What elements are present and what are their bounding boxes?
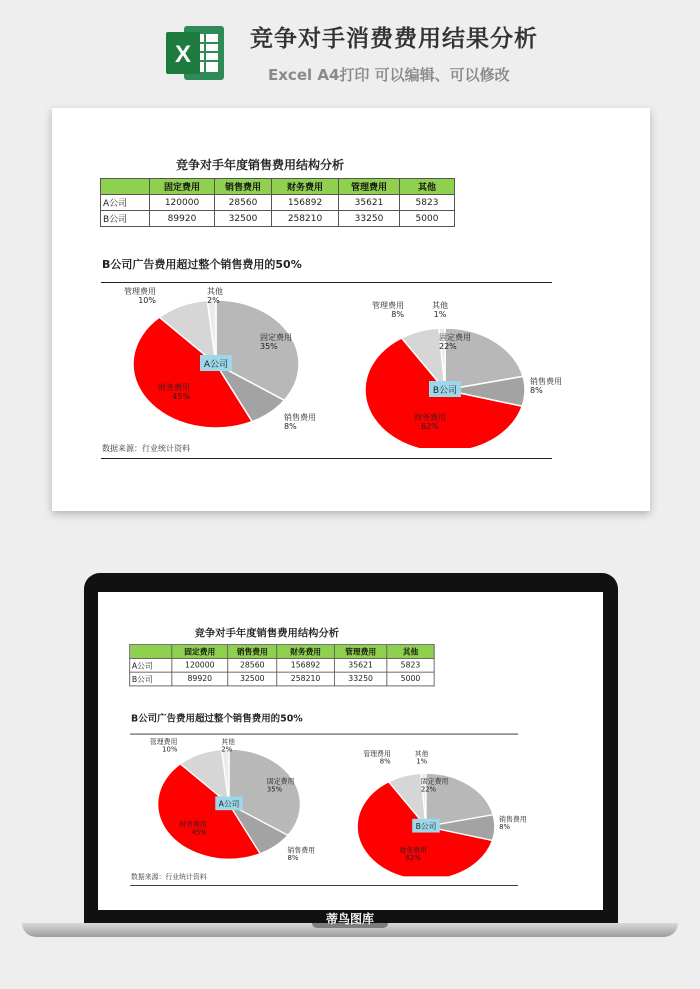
table-header-cell: 管理费用 <box>334 645 386 659</box>
table-cell: 89920 <box>150 211 215 227</box>
table-header-cell: 销售费用 <box>228 645 277 659</box>
table-cell: 35621 <box>339 195 400 211</box>
pie-charts <box>98 592 602 876</box>
brand-watermark: 蒂鸟图库 <box>325 912 374 926</box>
sheet-content <box>52 108 650 511</box>
pie-category-label: 固定费用 <box>420 777 449 786</box>
pie-percent-label: 2% <box>221 745 233 754</box>
sheet-title: 竞争对手年度销售费用结构分析 <box>194 627 340 640</box>
pie-category-label: 财务费用 <box>399 846 427 855</box>
table-cell: 258210 <box>277 672 335 686</box>
pie-percent-label: 8% <box>530 386 543 395</box>
pie-percent-label: 1% <box>433 310 447 319</box>
pie-category-label: 其他 <box>414 750 429 758</box>
table-row-label: A公司 <box>130 658 172 672</box>
pie-category-label: 管理费用 <box>372 301 404 310</box>
table-header-cell: 管理费用 <box>339 179 400 195</box>
table-cell: 32500 <box>228 672 277 686</box>
table-cell: 5823 <box>400 195 455 211</box>
pie-percent-label: 8% <box>499 823 511 832</box>
table-cell: 156892 <box>277 658 335 672</box>
pie-category-label: 其他 <box>207 287 223 296</box>
table-cell: 120000 <box>172 658 228 672</box>
pie-percent-label: 10% <box>162 745 178 754</box>
table-header-cell: 财务费用 <box>277 645 335 659</box>
pie-percent-label: 62% <box>421 422 439 431</box>
pie-percent-label: 35% <box>266 785 283 794</box>
table-cell: 32500 <box>215 211 272 227</box>
pie-charts <box>52 108 650 448</box>
pie-percent-label: 22% <box>439 342 457 351</box>
pie-category-label: 管理费用 <box>149 737 178 746</box>
pie-category-label: 销售费用 <box>287 846 316 855</box>
pie-percent-label: 8% <box>379 757 391 766</box>
sheet-note: B公司广告费用超过整个销售费用的50% <box>102 258 302 271</box>
sheet-note: B公司广告费用超过整个销售费用的50% <box>131 713 303 725</box>
table-header-cell: 其他 <box>400 179 455 195</box>
table-cell: 89920 <box>172 672 228 686</box>
table-cell: 33250 <box>339 211 400 227</box>
table-header-cell: 财务费用 <box>272 179 339 195</box>
pie-category-label: 财务费用 <box>179 820 207 829</box>
table-cell: 28560 <box>215 195 272 211</box>
laptop-sheet-content <box>98 592 602 910</box>
svg-text:X: X <box>174 41 192 68</box>
divider <box>130 885 518 886</box>
pie-percent-label: 10% <box>138 296 156 305</box>
pie-center-label: A公司 <box>203 360 229 370</box>
pie-center-label: B公司 <box>415 822 437 832</box>
sheet-title: 竞争对手年度销售费用结构分析 <box>176 158 345 172</box>
pie-percent-label: 45% <box>172 392 190 401</box>
table-row-label: B公司 <box>101 211 150 227</box>
pie-percent-label: 8% <box>391 310 404 319</box>
table-cell: 28560 <box>228 658 277 672</box>
source-note: 数据来源：行业统计资料 <box>102 444 190 453</box>
pie-category-label: 其他 <box>221 737 236 746</box>
page-subtitle: Excel A4打印 可以编辑、可以修改 <box>268 66 510 84</box>
pie-percent-label: 35% <box>260 342 278 351</box>
pie-percent-label: 1% <box>416 757 428 766</box>
pie-category-label: 固定费用 <box>266 777 295 786</box>
pie-category-label: 管理费用 <box>363 750 391 758</box>
page-title: 竞争对手消费费用结果分析 <box>250 26 538 52</box>
pie-percent-label: 8% <box>287 854 299 863</box>
page-header <box>0 0 700 100</box>
table-cell: 120000 <box>150 195 215 211</box>
laptop-screen <box>98 592 603 910</box>
pie-category-label: 管理费用 <box>124 287 156 296</box>
pie-category-label: 财务费用 <box>414 413 446 422</box>
pie-center-label: B公司 <box>432 386 458 396</box>
pie-category-label: 销售费用 <box>284 413 316 422</box>
pie-percent-label: 22% <box>420 785 437 794</box>
table-cell: 5000 <box>387 672 434 686</box>
pie-percent-label: 45% <box>191 828 207 837</box>
pie-category-label: 销售费用 <box>530 377 562 386</box>
table-cell: 156892 <box>272 195 339 211</box>
pie-category-label: 固定费用 <box>439 333 471 342</box>
pie-category-label: 销售费用 <box>499 815 527 824</box>
table-cell: 258210 <box>272 211 339 227</box>
table-row-label: B公司 <box>130 672 172 686</box>
pie-category-label: 其他 <box>432 301 448 310</box>
pie-percent-label: 2% <box>207 296 220 305</box>
table-header-cell: 销售费用 <box>215 179 272 195</box>
divider <box>101 458 552 459</box>
pie-center-label: A公司 <box>218 799 240 809</box>
table-cell: 33250 <box>334 672 386 686</box>
table-cell: 35621 <box>334 658 386 672</box>
table-row-label: A公司 <box>101 195 150 211</box>
table-header-cell: 固定费用 <box>172 645 228 659</box>
pie-category-label: 财务费用 <box>158 383 190 392</box>
excel-icon <box>162 20 228 86</box>
table-cell: 5000 <box>400 211 455 227</box>
source-note: 数据来源：行业统计资料 <box>131 872 207 881</box>
table-cell: 5823 <box>387 658 434 672</box>
pie-percent-label: 8% <box>284 422 297 431</box>
pie-percent-label: 62% <box>405 854 421 863</box>
sheet-preview <box>52 108 650 511</box>
table-header-cell: 固定费用 <box>150 179 215 195</box>
table-header-cell: 其他 <box>387 645 434 659</box>
pie-category-label: 固定费用 <box>260 333 292 342</box>
